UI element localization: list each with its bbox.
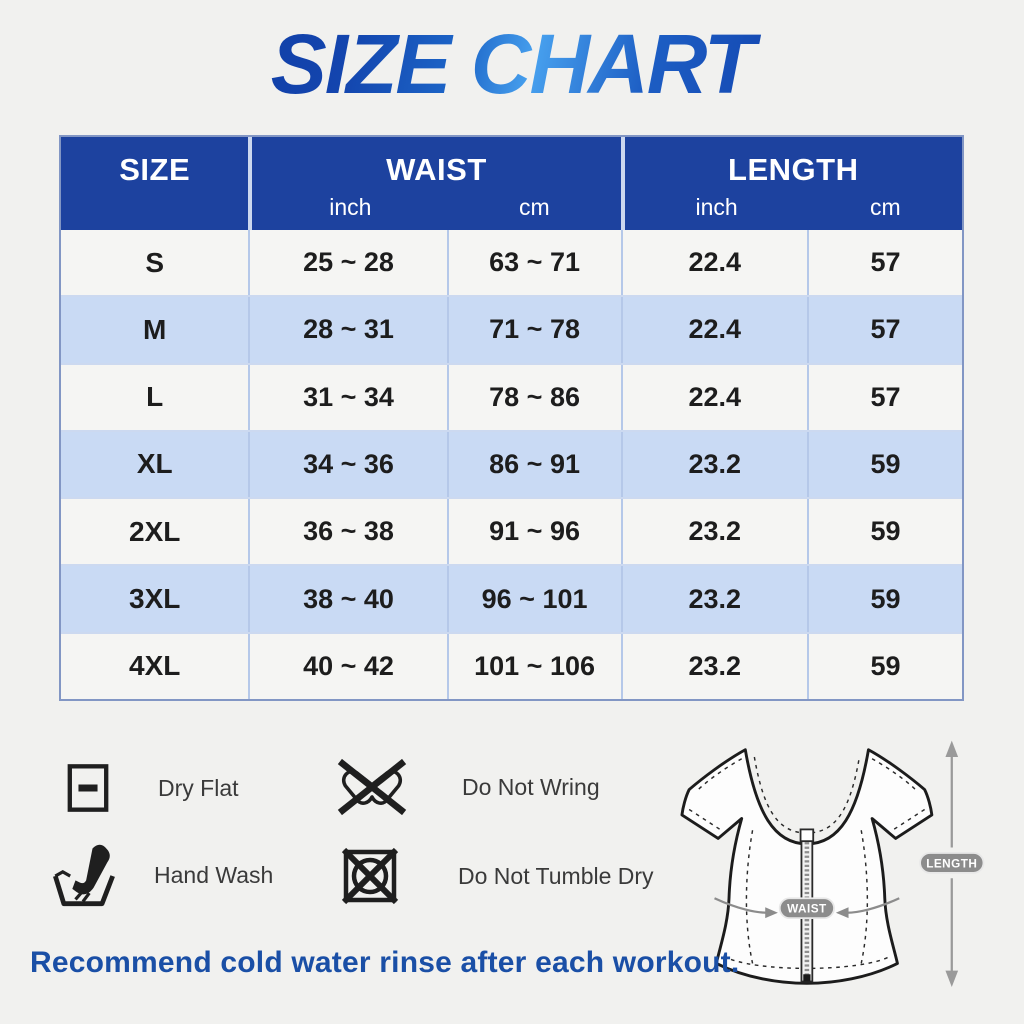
cell-waist-cm: 96 ~ 101: [447, 566, 621, 631]
table-row-2xl: [61, 497, 962, 564]
care-label: Do Not Wring: [462, 773, 600, 800]
cell-waist-cm: 101 ~ 106: [447, 634, 621, 699]
header-length: [621, 137, 962, 230]
cell-waist-inch: 31 ~ 34: [248, 365, 446, 430]
cell-waist-cm: 71 ~ 78: [447, 297, 621, 362]
header-waist-label: WAIST: [386, 152, 487, 187]
cell-length-inch: 23.2: [621, 432, 808, 497]
cell-size: S: [145, 246, 165, 278]
header-length-units: [625, 194, 962, 221]
size-table: [59, 135, 964, 701]
cell-length-inch: 22.4: [621, 230, 808, 295]
hand-wash-icon: [50, 842, 118, 908]
table-row-s: [61, 230, 962, 295]
cell-length-inch: 23.2: [621, 499, 808, 564]
cell-size: 2XL: [129, 515, 181, 547]
cell-size: 3XL: [129, 583, 181, 615]
do-not-wring-icon: [334, 756, 410, 818]
cell-length-cm: 59: [807, 634, 962, 699]
waist-measure-label: WAIST: [787, 902, 827, 916]
table-row-l: [61, 363, 962, 430]
cell-length-cm: 59: [807, 432, 962, 497]
header-waist-inch: inch: [329, 194, 372, 220]
cell-length-cm: 57: [807, 297, 962, 362]
dry-flat-icon: [62, 758, 114, 818]
header-length-label: LENGTH: [728, 152, 859, 187]
length-arrowhead-bottom: [945, 971, 958, 987]
table-row-xl: [61, 430, 962, 497]
care-label: Dry Flat: [158, 774, 239, 801]
header-size-label: SIZE: [119, 152, 191, 187]
cell-length-inch: 23.2: [621, 566, 808, 631]
cell-length-cm: 57: [807, 230, 962, 295]
cell-waist-cm: 63 ~ 71: [447, 230, 621, 295]
care-item-do-not-wring: [334, 756, 600, 818]
cell-length-inch: 22.4: [621, 297, 808, 362]
cell-waist-inch: 38 ~ 40: [248, 566, 446, 631]
cell-length-cm: 59: [807, 499, 962, 564]
care-item-dry-flat: [62, 758, 239, 818]
cell-waist-inch: 25 ~ 28: [248, 230, 446, 295]
cell-length-inch: 23.2: [621, 634, 808, 699]
cell-length-cm: 59: [807, 566, 962, 631]
page-title: SIZE CHART: [0, 16, 1024, 113]
cell-size: XL: [136, 448, 173, 480]
length-measure: [920, 741, 983, 987]
cell-size: L: [146, 381, 164, 413]
care-label: Do Not Tumble Dry: [458, 862, 654, 889]
cell-waist-inch: 36 ~ 38: [248, 499, 446, 564]
cell-size: M: [143, 313, 167, 345]
cell-waist-cm: 91 ~ 96: [447, 499, 621, 564]
length-measure-label: LENGTH: [926, 857, 978, 871]
cell-length-cm: 57: [807, 365, 962, 430]
cell-size: 4XL: [129, 650, 181, 682]
footnote-text: Recommend cold water rinse after each workout.: [30, 946, 740, 979]
care-item-do-not-tumble-dry: [338, 844, 654, 908]
cell-waist-cm: 86 ~ 91: [447, 432, 621, 497]
length-arrowhead-top: [945, 741, 958, 757]
cell-waist-cm: 78 ~ 86: [447, 365, 621, 430]
cell-waist-inch: 34 ~ 36: [248, 432, 446, 497]
table-row-4xl: [61, 632, 962, 699]
header-waist-cm: cm: [519, 194, 550, 220]
cell-waist-inch: 40 ~ 42: [248, 634, 446, 699]
header-waist-units: [252, 194, 620, 221]
care-label: Hand Wash: [154, 861, 274, 888]
care-item-hand-wash: [50, 842, 273, 908]
header-waist: [248, 137, 620, 230]
cell-length-inch: 22.4: [621, 365, 808, 430]
header-size: [61, 137, 248, 230]
table-row-m: [61, 295, 962, 362]
cell-waist-inch: 28 ~ 31: [248, 297, 446, 362]
header-length-cm: cm: [870, 194, 901, 220]
do-not-tumble-dry-icon: [338, 844, 402, 908]
table-row-3xl: [61, 564, 962, 631]
table-header: [61, 137, 962, 230]
header-length-inch: inch: [695, 194, 738, 220]
table-body: [61, 230, 962, 699]
